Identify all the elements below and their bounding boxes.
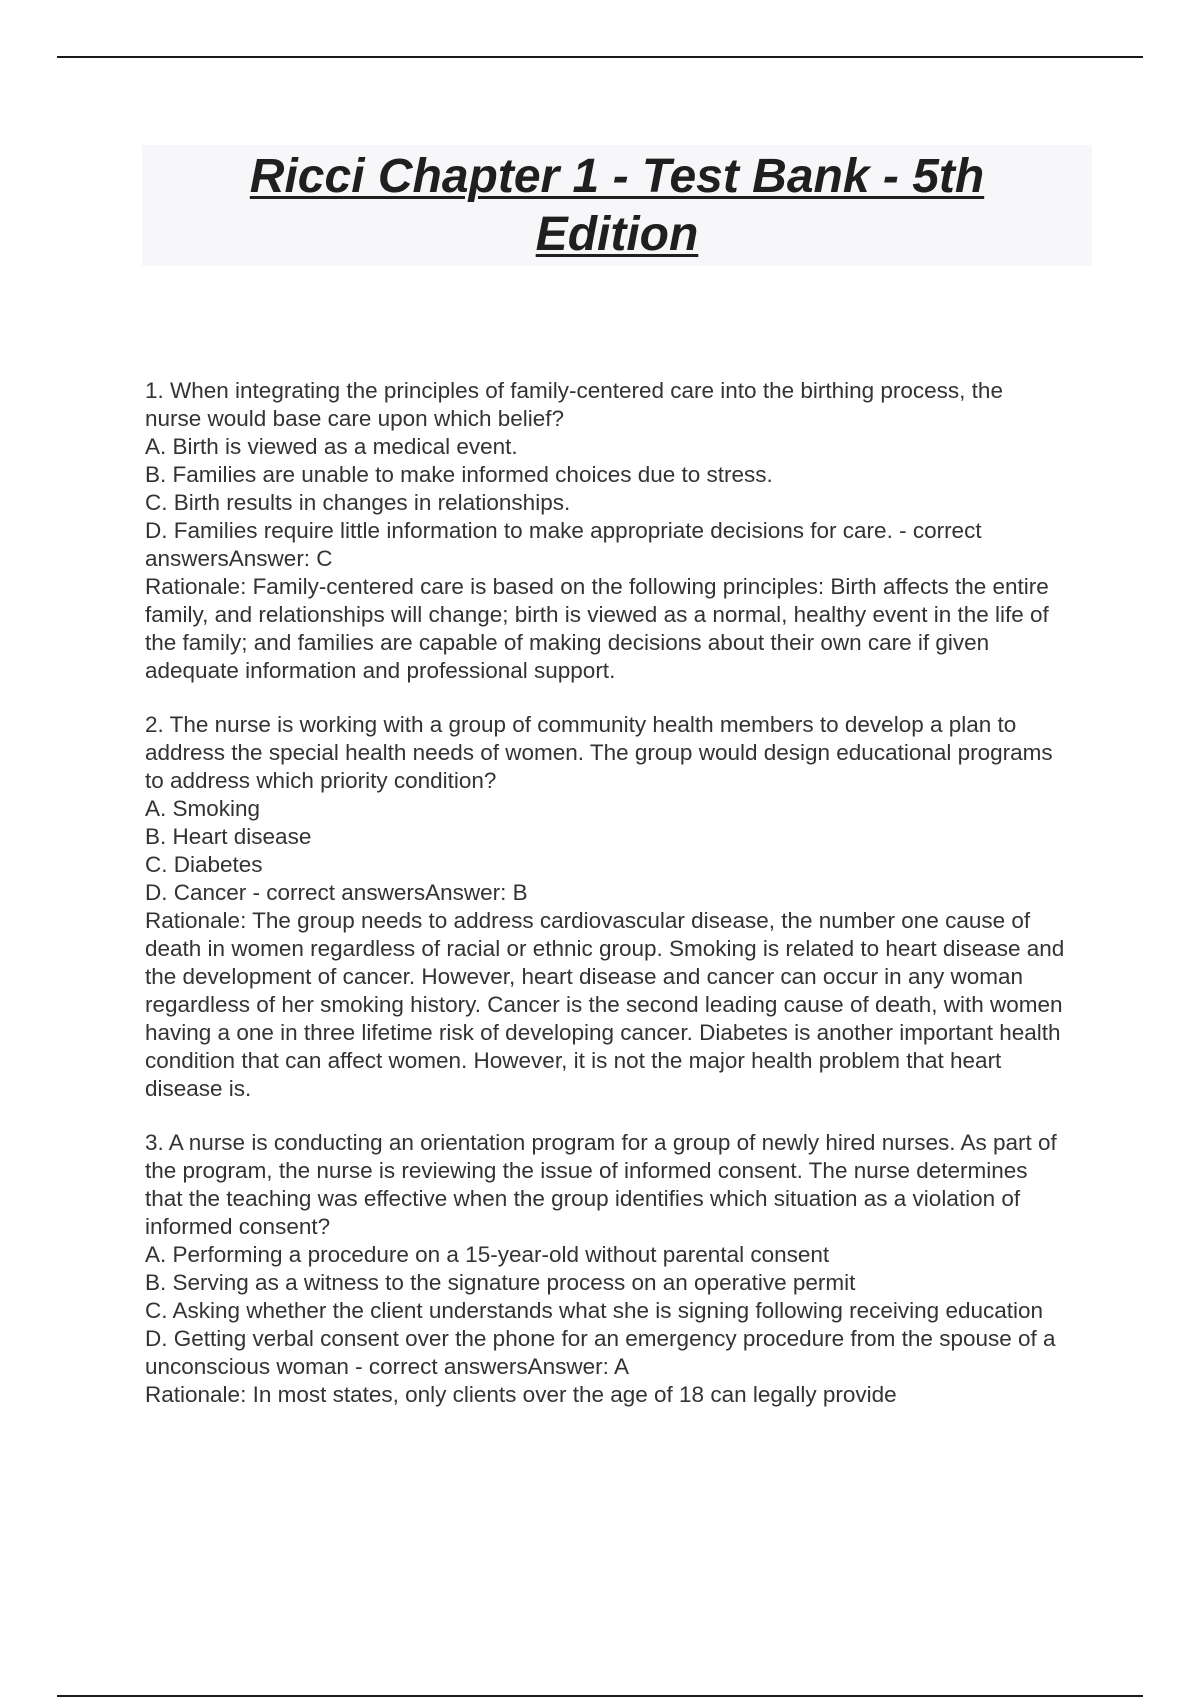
rationale: Rationale: Family-centered care is based on the following principles: Birth affects the entire family, and relationships will change; birth is viewed as a normal, healthy event in the life of the family; and families are capable of making decisions about their own care if given adequate information and professional support. bbox=[145, 574, 1056, 683]
answer-option-d: D. Getting verbal consent over the phone for an emergency procedure from the spouse of a unconscious woman - correct answersAnswer: A bbox=[145, 1326, 1062, 1379]
question-stem: 3. A nurse is conducting an orientation program for a group of newly hired nurses. As part of the program, the nurse is reviewing the issue of informed consent. The nurse determines that the teaching was effective when the group identifies which situation as a violation of informed consent? bbox=[145, 1130, 1064, 1239]
rationale: Rationale: The group needs to address cardiovascular disease, the number one cause of death in women regardless of racial or ethnic group. Smoking is related to heart disease and the development of cancer. However, heart disease and cancer can occur in any woman regardless of her smoking history. Cancer is the second leading cause of death, with women having a one in three lifetime risk of developing cancer. Diabetes is another important health condition that can affect women. However, it is not the major health problem that heart disease is. bbox=[145, 908, 1071, 1101]
answer-option-c: C. Birth results in changes in relationships. bbox=[145, 490, 571, 515]
bottom-rule bbox=[57, 1695, 1143, 1697]
question-2 bbox=[145, 711, 1071, 1103]
answer-option-a: A. Performing a procedure on a 15-year-old without parental consent bbox=[145, 1242, 830, 1267]
answer-option-c: C. Asking whether the client understands what she is signing following receiving education bbox=[145, 1298, 1044, 1323]
question-stem: 2. The nurse is working with a group of community health members to develop a plan to address the special health needs of women. The group would design educational programs to address which priority condition? bbox=[145, 712, 1059, 793]
answer-option-b: B. Families are unable to make informed choices due to stress. bbox=[145, 462, 773, 487]
title-banner bbox=[142, 145, 1092, 266]
rationale: Rationale: In most states, only clients over the age of 18 can legally provide bbox=[145, 1382, 897, 1407]
question-3 bbox=[145, 1129, 1065, 1409]
answer-option-d: D. Families require little information to make appropriate decisions for care. - correct answersAnswer: C bbox=[145, 518, 988, 571]
answer-option-c: C. Diabetes bbox=[145, 852, 263, 877]
answer-option-d: D. Cancer - correct answersAnswer: B bbox=[145, 880, 528, 905]
top-rule bbox=[57, 56, 1143, 58]
document-title: Ricci Chapter 1 - Test Bank - 5th Edition bbox=[249, 149, 985, 261]
answer-option-b: B. Serving as a witness to the signature process on an operative permit bbox=[145, 1270, 856, 1295]
answer-option-a: A. Birth is viewed as a medical event. bbox=[145, 434, 518, 459]
answer-option-a: A. Smoking bbox=[145, 796, 261, 821]
question-1 bbox=[145, 377, 1065, 685]
answer-option-b: B. Heart disease bbox=[145, 824, 312, 849]
question-list bbox=[145, 377, 1071, 1435]
question-stem: 1. When integrating the principles of family-centered care into the birthing process, the nurse would base care upon which belief? bbox=[145, 378, 1010, 431]
